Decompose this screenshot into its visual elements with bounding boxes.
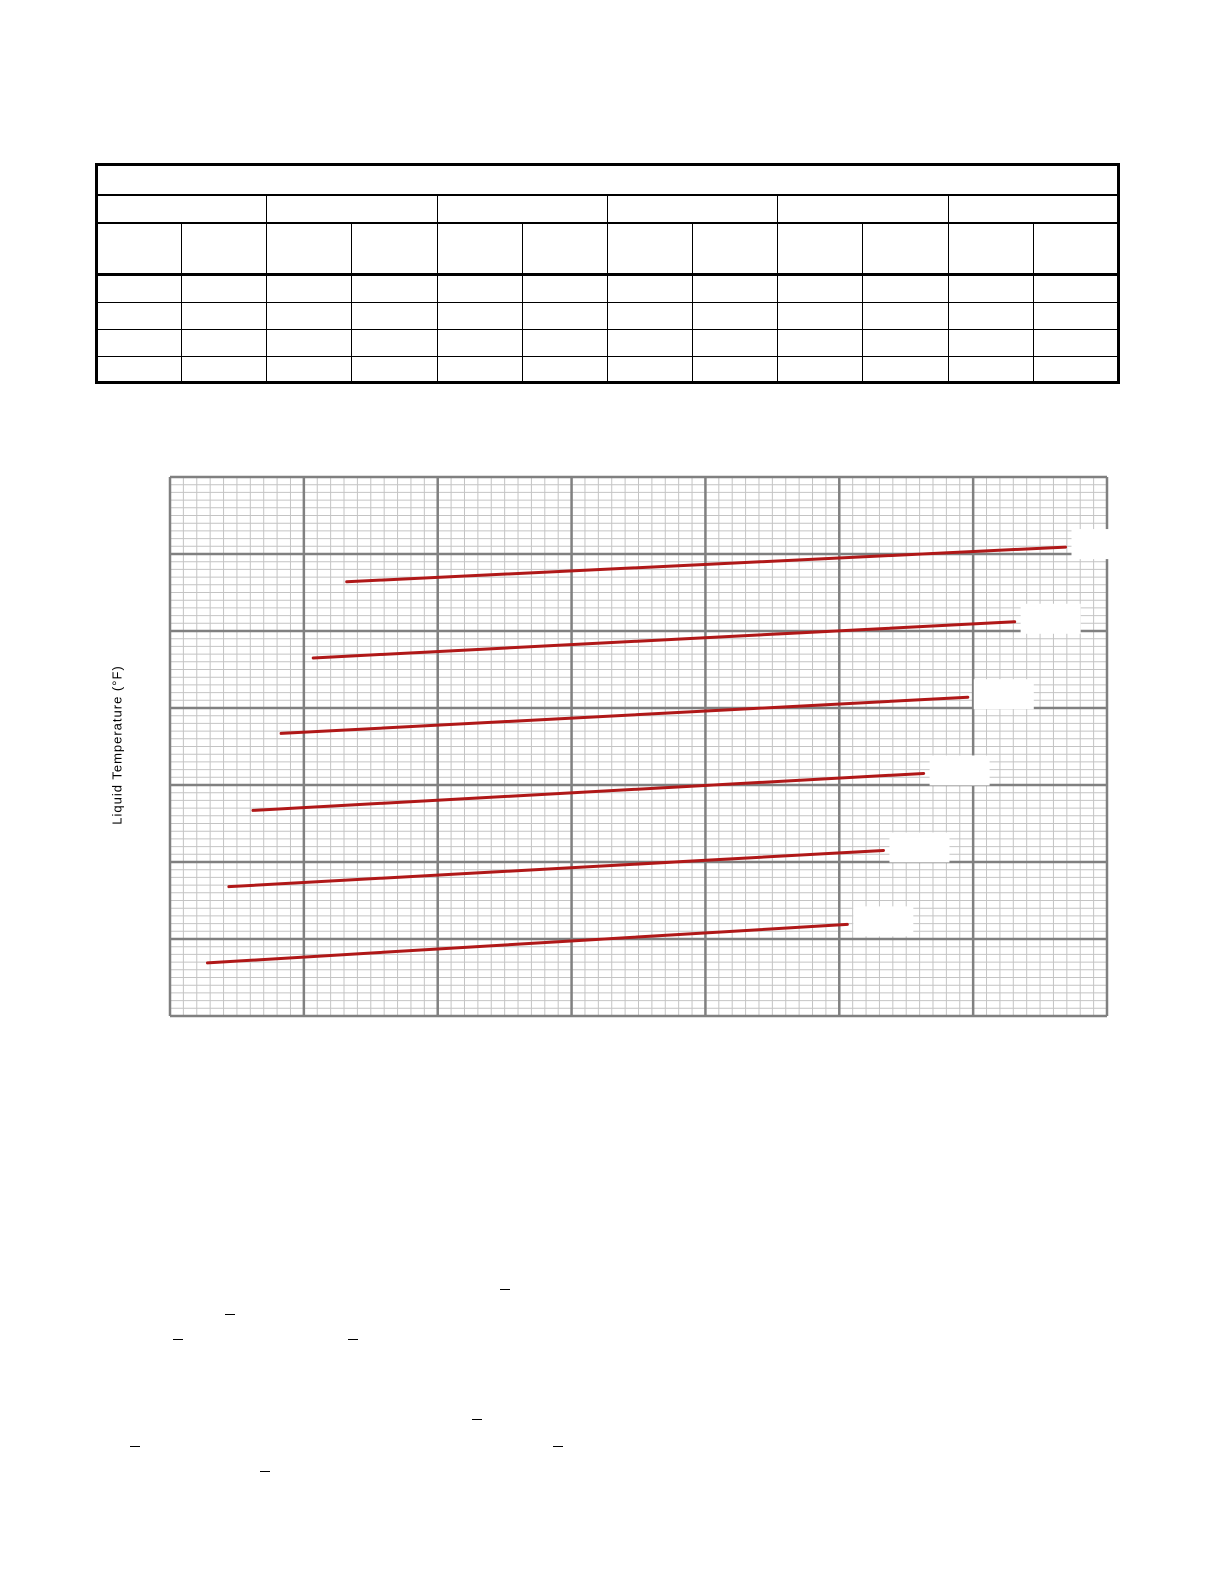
underscore-mark — [260, 1471, 270, 1472]
series-label-box — [930, 755, 990, 785]
series-label-box — [1021, 604, 1081, 634]
underscore-mark — [225, 1314, 235, 1315]
underscore-mark — [553, 1446, 563, 1447]
series-label-boxes — [853, 529, 1131, 936]
series-label-box — [974, 679, 1034, 709]
underscore-mark — [173, 1339, 183, 1340]
series-label-box — [1072, 529, 1132, 559]
grid-minor — [170, 477, 1107, 1016]
underscore-mark — [348, 1339, 358, 1340]
y-axis-label: Liquid Temperature (°F) — [109, 665, 125, 825]
underscore-mark — [472, 1419, 482, 1420]
series-line — [313, 622, 1014, 658]
series-label-box — [889, 832, 949, 862]
series-line — [253, 773, 924, 810]
underscore-mark — [500, 1289, 510, 1290]
series-label-box — [853, 906, 913, 936]
underscore-mark — [130, 1446, 140, 1447]
